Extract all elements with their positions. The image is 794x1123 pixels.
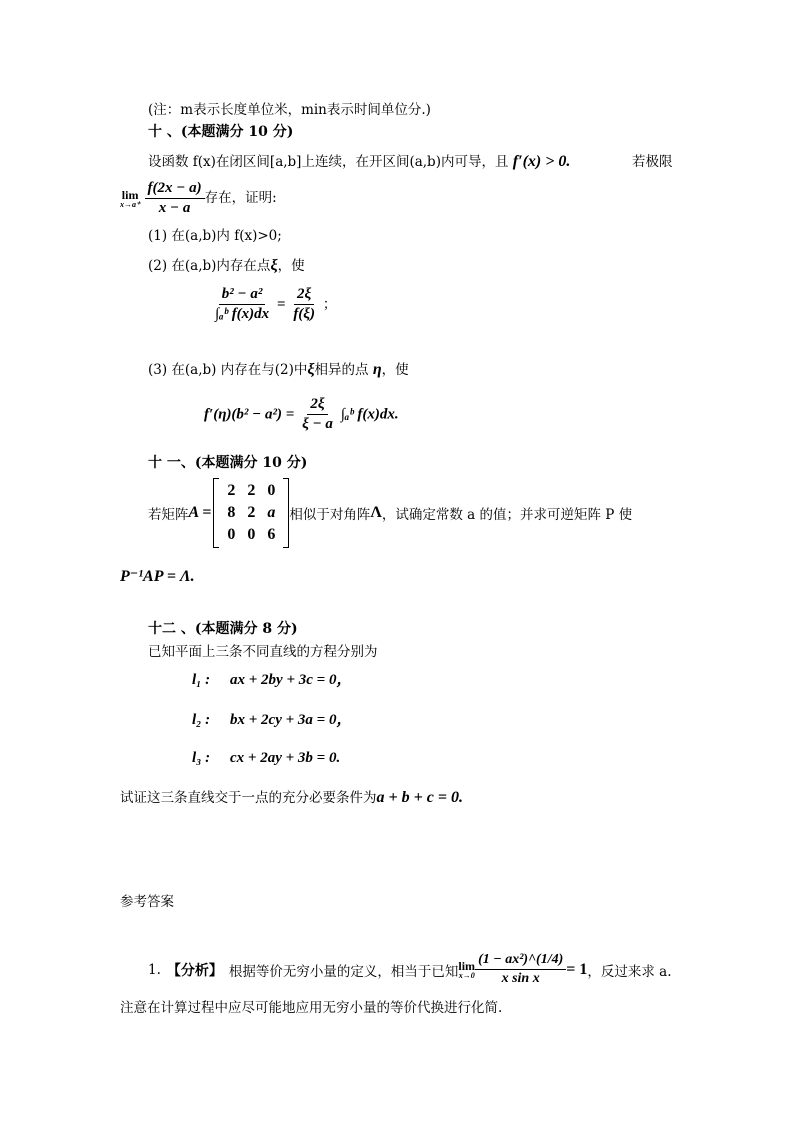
line-formula: bx + 2cy + 3a = 0， (230, 712, 352, 728)
matrix-cell: 0 (227, 526, 236, 543)
eq3-denominator: ξ − a (302, 416, 333, 432)
eq2-right-fraction (290, 286, 318, 323)
line-label: l₁ : (192, 672, 211, 688)
q11-pre: 若矩阵 (148, 507, 189, 523)
matrix-row (221, 502, 281, 524)
eq3-right: ∫ₐᵇ f(x)dx. (340, 406, 399, 423)
line-equation-1 (192, 668, 351, 689)
q10-part2-line (148, 254, 305, 275)
eq2-left-fraction (212, 286, 272, 323)
q12-conclusion-line (120, 786, 463, 807)
limit-operator (120, 189, 140, 209)
q10-part3-b: 相异的点 (314, 362, 369, 378)
eq2-end: ； (322, 296, 337, 313)
matrix-A (213, 478, 289, 548)
matrix-row (221, 524, 281, 546)
matrix-cell: 2 (247, 504, 256, 521)
q12-condition: a + b + c = 0. (376, 789, 463, 806)
q10-condition: f′(x) > 0. (512, 153, 571, 170)
answer-1-text: 根据等价无穷小量的定义，相当于已知 (228, 963, 459, 980)
xi-symbol-2: ξ (307, 361, 315, 378)
eq3-fraction (299, 396, 336, 433)
eq3-left: f′(η)(b² − a²) = (204, 406, 295, 423)
q10-equation-3 (204, 396, 399, 433)
limit-fraction (145, 180, 205, 217)
q10-part1: (1) 在(a,b)内 f(x)>0; (148, 228, 282, 244)
eq2-left-denominator: ∫ₐᵇ f(x)dx (215, 306, 270, 322)
q10-heading: 十 、(本题满分 10 分) (148, 124, 294, 140)
q12-intro: 已知平面上三条不同直线的方程分别为 (148, 644, 378, 660)
q10-intro: 设函数 f(x)在闭区间[a,b]上连续，在开区间(a,b)内可导，且 (148, 154, 509, 170)
eq2-right-numerator: 2ξ (294, 286, 314, 305)
answer-1-numerator: (1 − ax²)^(1/4) (475, 952, 566, 970)
line-label: l₃ : (192, 750, 211, 766)
limit-denominator: x − a (158, 200, 191, 216)
answer-1-after: ，反过来求 a. (587, 963, 672, 980)
q10-limit-line (120, 180, 277, 217)
answer-1-denominator: x sin x (501, 971, 540, 986)
q10-if-limit: 若极限 (632, 154, 673, 170)
matrix-cell: a (267, 504, 276, 521)
limit-subscript: x→a⁺ (120, 199, 141, 209)
limit-numerator: f(2x − a) (145, 180, 205, 199)
lambda-symbol: Λ (370, 504, 382, 521)
q10-part2-make: ，使 (277, 258, 305, 274)
q11-post-a: 相似于对角阵 (289, 507, 371, 523)
eq3-numerator: 2ξ (307, 396, 327, 415)
line-equation-3 (192, 748, 340, 767)
q10-exists-prove: 存在，证明: (204, 190, 277, 206)
note-text: (注：m表示长度单位米，min表示时间单位分.) (148, 102, 431, 118)
q11-post-b: ，试确定常数 a 的值；并求可逆矩阵 P 使 (381, 507, 633, 523)
q11-statement (148, 478, 632, 548)
answer-1-line2: 注意在计算过程中应尽可能地应用无穷小量的等价代换进行化简. (120, 1000, 503, 1016)
matrix-cell: 2 (227, 482, 236, 499)
q10-part3-make: ，使 (381, 362, 409, 378)
q10-part2: (2) 在(a,b)内存在点 (148, 258, 271, 274)
q10-intro-line (148, 150, 570, 171)
answer-1-lim-subscript: x→0 (458, 970, 475, 980)
matrix-cell: 0 (267, 482, 276, 499)
limit-word: lim (121, 187, 139, 202)
q12-conclusion: 试证这三条直线交于一点的充分必要条件为 (120, 790, 377, 806)
xi-symbol: ξ (270, 257, 278, 274)
matrix-A-label: A = (188, 504, 212, 521)
line-equation-2 (192, 708, 351, 729)
q10-equation-2: $\frac{\text{b² − a²}}{\text{∫ₐᵇ f(x)dx}}$ = $\frac{2\xi}{f(\xi)}$ ； (212, 286, 336, 323)
line-formula: ax + 2by + 3c = 0， (230, 672, 352, 688)
eta-symbol: η (372, 361, 382, 378)
q11-heading: 十 一、(本题满分 10 分) (148, 455, 308, 471)
matrix-cell: 6 (267, 526, 276, 543)
answers-title: 参考答案 (120, 894, 174, 910)
q12-heading: 十二 、(本题满分 8 分) (148, 621, 298, 637)
matrix-cell: 0 (247, 526, 256, 543)
q11-final: P⁻¹AP = Λ. (120, 568, 195, 585)
answer-1-lim-word: lim (458, 958, 476, 973)
answer-1-tag: 【分析】 (166, 962, 223, 979)
eq2-left-numerator: b² − a² (219, 286, 266, 305)
answer-1-fraction (475, 952, 566, 987)
answer-1-equals: = 1 (566, 960, 588, 978)
answer-1-limit (458, 960, 475, 980)
line-label: l₂ : (192, 712, 211, 728)
line-formula: cx + 2ay + 3b = 0. (230, 750, 341, 766)
matrix-row (221, 480, 281, 502)
eq2-right-denominator: f(ξ) (293, 306, 316, 322)
answer-1-number: 1. (148, 961, 161, 978)
q10-part3-a: (3) 在(a,b) 内存在与(2)中 (148, 362, 308, 378)
q10-part3-line (148, 358, 409, 379)
matrix-cell: 2 (247, 482, 256, 499)
matrix-cell: 8 (227, 504, 236, 521)
answer-1-line (148, 952, 672, 987)
